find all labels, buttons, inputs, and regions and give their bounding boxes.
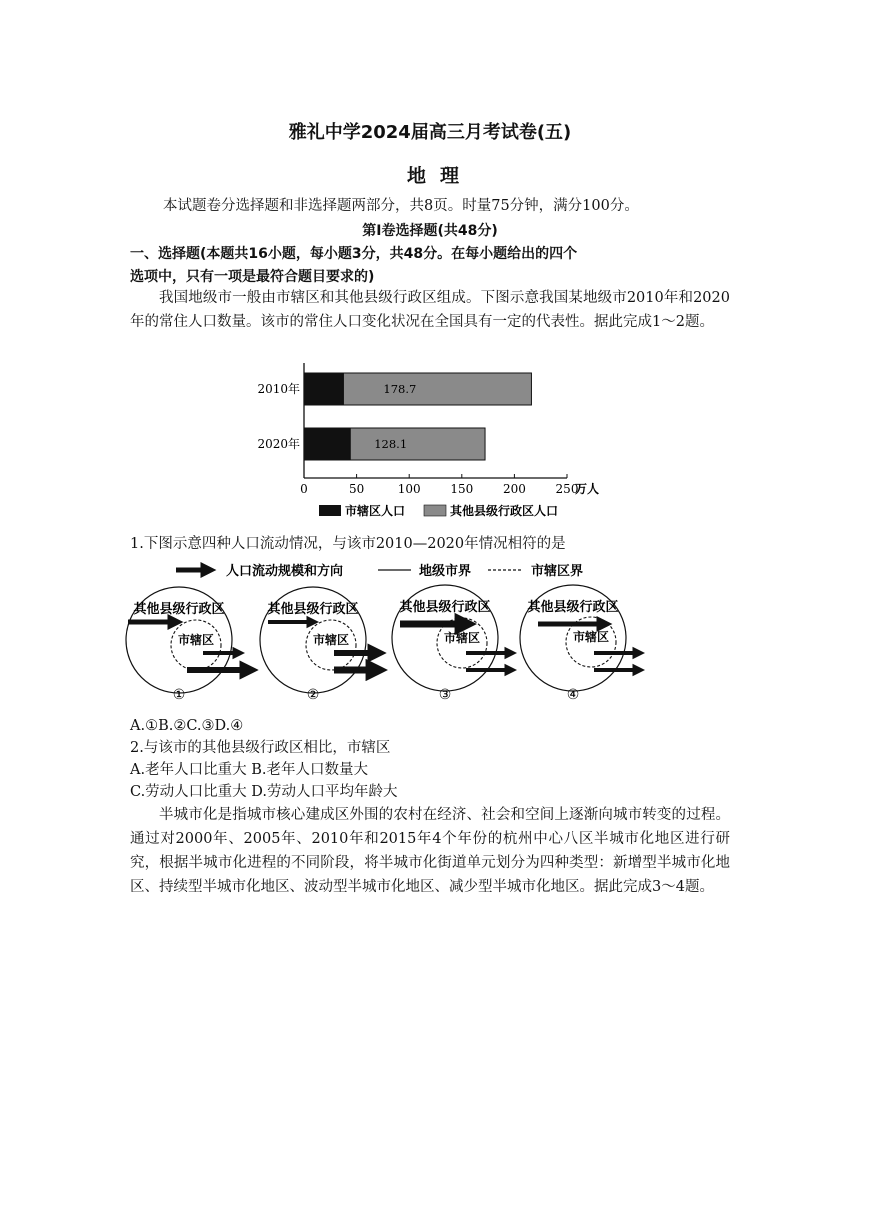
legend-label-urban: 市辖区人口 bbox=[345, 504, 406, 518]
section-heading-line1: 一、选择题(本题共16小题，每小题3分，共48分。在每小题给出的四个 bbox=[130, 246, 578, 262]
outer-region-label: 其他县级行政区 bbox=[399, 600, 491, 615]
x-tick-label: 100 bbox=[397, 482, 421, 496]
question-1-options: A.①B.②C.③D.④ bbox=[130, 718, 244, 734]
bar-other-county bbox=[343, 373, 531, 405]
question-2-options-line2: C.劳动人口比重大 D.劳动人口平均年龄大 bbox=[130, 784, 398, 800]
x-tick-label: 200 bbox=[502, 482, 526, 496]
x-axis-unit: 万人 bbox=[575, 482, 600, 496]
bar-urban-district bbox=[304, 428, 350, 460]
panel-number-label: ① bbox=[172, 687, 186, 703]
question-1-stem: 1.下图示意四种人口流动情况，与该市2010—2020年情况相符的是 bbox=[130, 536, 566, 552]
migration-flow-diagram bbox=[128, 560, 648, 705]
part-title: 第Ⅰ卷选择题(共48分) bbox=[362, 223, 498, 239]
legend-swatch-urban bbox=[319, 505, 341, 516]
exam-instructions: 本试题卷分选择题和非选择题两部分，共8页。时量75分钟，满分100分。 bbox=[163, 198, 639, 214]
population-bar-chart bbox=[250, 355, 600, 530]
inner-region-label: 市辖区 bbox=[443, 631, 481, 645]
panel-number-label: ② bbox=[306, 687, 320, 703]
inner-region-label: 市辖区 bbox=[312, 633, 350, 647]
legend-swatch-other bbox=[424, 505, 446, 516]
bar-urban-district bbox=[304, 373, 343, 405]
legend-solid-label: 地级市界 bbox=[419, 564, 472, 579]
x-tick-label: 50 bbox=[348, 482, 365, 496]
question-2-options-line1: A.老年人口比重大 B.老年人口数量大 bbox=[130, 762, 368, 778]
category-label: 2020年 bbox=[257, 437, 300, 451]
category-label: 2010年 bbox=[257, 382, 300, 396]
panel-number-label: ③ bbox=[438, 687, 452, 703]
bar-data-label: 128.1 bbox=[374, 437, 408, 451]
outer-region-label: 其他县级行政区 bbox=[527, 600, 619, 615]
inner-region-label: 市辖区 bbox=[572, 630, 610, 644]
exam-title: 雅礼中学2024届高三月考试卷(五) bbox=[288, 122, 572, 143]
passage-1: 我国地级市一般由市辖区和其他县级行政区组成。下图示意我国某地级市2010年和2020年的常住人口数量。该市的常住人口变化状况在全国具有一定的代表性。据此完成1～2题。 bbox=[130, 290, 730, 330]
question-2-stem: 2.与该市的其他县级行政区相比，市辖区 bbox=[130, 740, 391, 756]
legend-dashed-label: 市辖区界 bbox=[531, 564, 584, 579]
subject-title: 地理 bbox=[406, 165, 473, 187]
passage-2: 半城市化是指城市核心建成区外围的农村在经济、社会和空间上逐渐向城市转变的过程。通过对2000年、2005年、2010年和2015年4个年份的杭州中心八区半城市化地区进行研究，根据半城市化进程的不同阶段，将半城市化街道单元划分为四种类型：新增型半城市化地区、持续型半城市化地区、波动型半城市化地区、减少型半城市化地区。据此完成3～4题。 bbox=[130, 807, 730, 895]
flow-panel-2 bbox=[260, 587, 379, 703]
flow-panel-4 bbox=[520, 585, 640, 703]
x-tick-label: 250 bbox=[555, 482, 579, 496]
flow-panel-1 bbox=[126, 587, 251, 703]
bar-data-label: 178.7 bbox=[383, 382, 417, 396]
x-tick-label: 150 bbox=[450, 482, 474, 496]
outer-region-label: 其他县级行政区 bbox=[267, 602, 359, 617]
outer-region-label: 其他县级行政区 bbox=[133, 602, 225, 617]
bar-other-county bbox=[350, 428, 485, 460]
legend-arrow-label: 人口流动规模和方向 bbox=[226, 564, 344, 579]
inner-region-label: 市辖区 bbox=[177, 633, 215, 647]
flow-panel-3 bbox=[392, 585, 512, 703]
x-tick-label: 0 bbox=[300, 482, 308, 496]
panel-number-label: ④ bbox=[566, 687, 580, 703]
legend-label-other: 其他县级行政区人口 bbox=[450, 504, 559, 518]
section-heading-line2: 选项中，只有一项是最符合题目要求的) bbox=[130, 269, 375, 285]
